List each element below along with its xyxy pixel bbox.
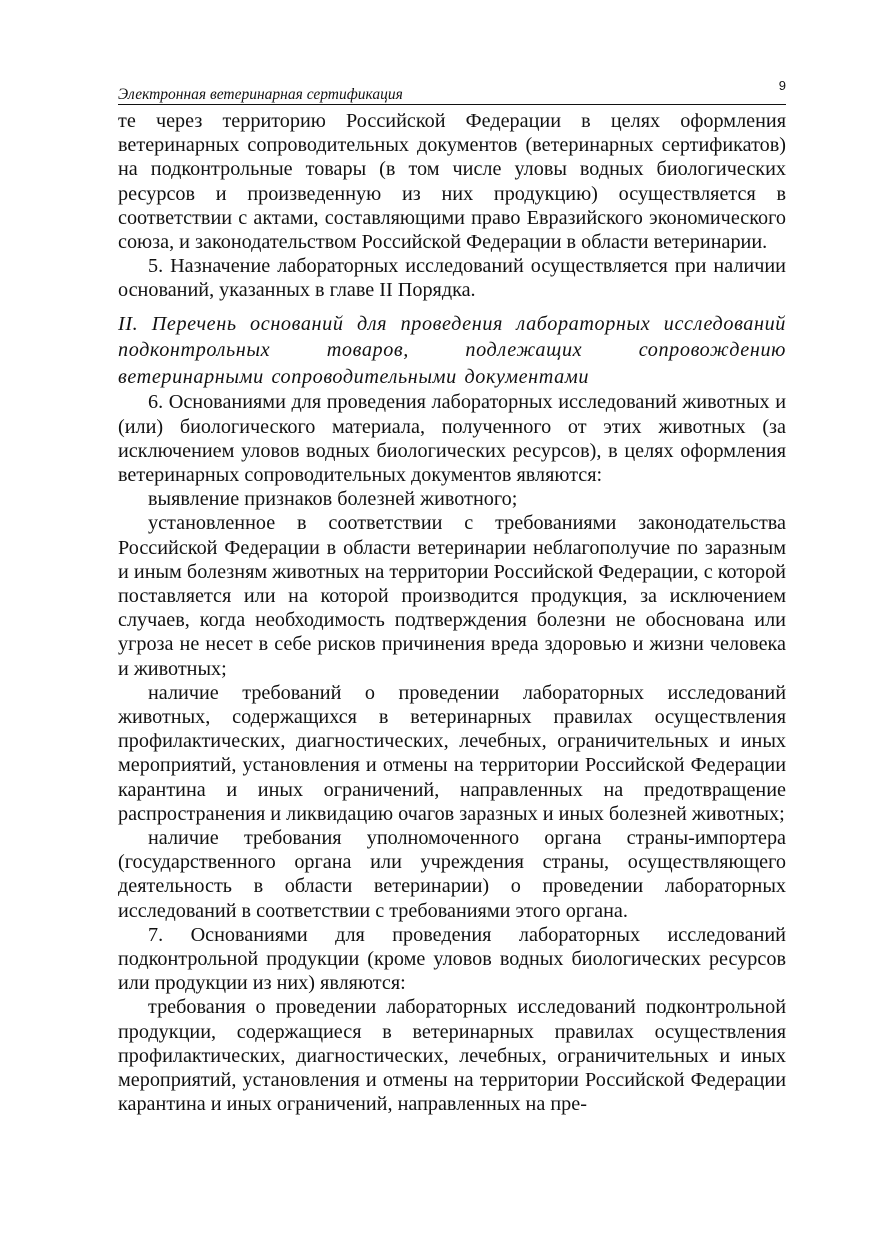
document-page bbox=[118, 78, 786, 1117]
running-title: Электронная ветеринарная сертификация bbox=[118, 86, 403, 103]
section-heading: II. Перечень оснований для проведения лабораторных исследований подконтрольных товаров, подлежащих сопровождению ветеринарными сопроводительными документами bbox=[118, 312, 786, 388]
paragraph-6-item-4: наличие требования уполномоченного органа страны-импортера (государственного органа или учреждения страны, осуществляющего деятельность в области ветеринарии) о проведении лабораторных исследований в соответствии с требованиями этого органа. bbox=[118, 827, 786, 922]
paragraph-7: 7. Основаниями для проведения лабораторных исследований подконтрольной продукции (кроме уловов водных биологических ресурсов или продукции из них) являются: bbox=[118, 923, 786, 995]
paragraph-6-item-2: установленное в соответствии с требованиями законодательства Российской Федерации в области ветеринарии неблагополучие по заразным и иным болезням животных на территории Российской Федерации, с которой поставляется или на которой производится продукция, за исключением случаев, когда необходимость подтверждения болезни не обоснована или угроза не несет в себе рисков причинения вреда здоровью и жизни человека и животных; bbox=[118, 512, 786, 680]
paragraph-continuation: те через территорию Российской Федерации в целях оформления ветеринарных сопроводительных документов (ветеринарных сертификатов) на подконтрольные товары (в том числе уловы водных биологических ресурсов и произведенную из них продукцию) осуществляется в соответствии с актами, составляющими право Евразийского экономического союза, и законодательством Российской Федерации в области ветеринарии. bbox=[118, 110, 786, 254]
paragraph-7-item-1: требования о проведении лабораторных исследований подконтрольной продукции, содержащиеся в ветеринарных правилах осуществления профилактических, диагностических, лечебных, ограничительных и иных мероприятий, установления и отмены на территории Российской Федерации карантина и иных ограничений, направленных на пре- bbox=[118, 996, 786, 1116]
page-number: 9 bbox=[778, 78, 786, 93]
paragraph-5: 5. Назначение лабораторных исследований осуществляется при наличии оснований, указанных в главе II Порядка. bbox=[118, 255, 786, 302]
body-text bbox=[118, 109, 786, 1117]
paragraph-6-item-3: наличие требований о проведении лабораторных исследований животных, содержащихся в ветеринарных правилах осуществления профилактических, диагностических, лечебных, ограничительных и иных мероприятий, установления и отмены на территории Российской Федерации карантина и иных ограничений, направленных на предотвращение распространения и ликвидацию очагов заразных и иных болезней животных; bbox=[118, 681, 786, 825]
running-header bbox=[118, 78, 786, 105]
paragraph-6-item-1: выявление признаков болезней животного; bbox=[148, 488, 518, 511]
paragraph-6: 6. Основаниями для проведения лабораторных исследований животных и (или) биологического материала, полученного от этих животных (за исключением уловов водных биологических ресурсов), в целях оформления ветеринарных сопроводительных документов являются: bbox=[118, 391, 786, 487]
